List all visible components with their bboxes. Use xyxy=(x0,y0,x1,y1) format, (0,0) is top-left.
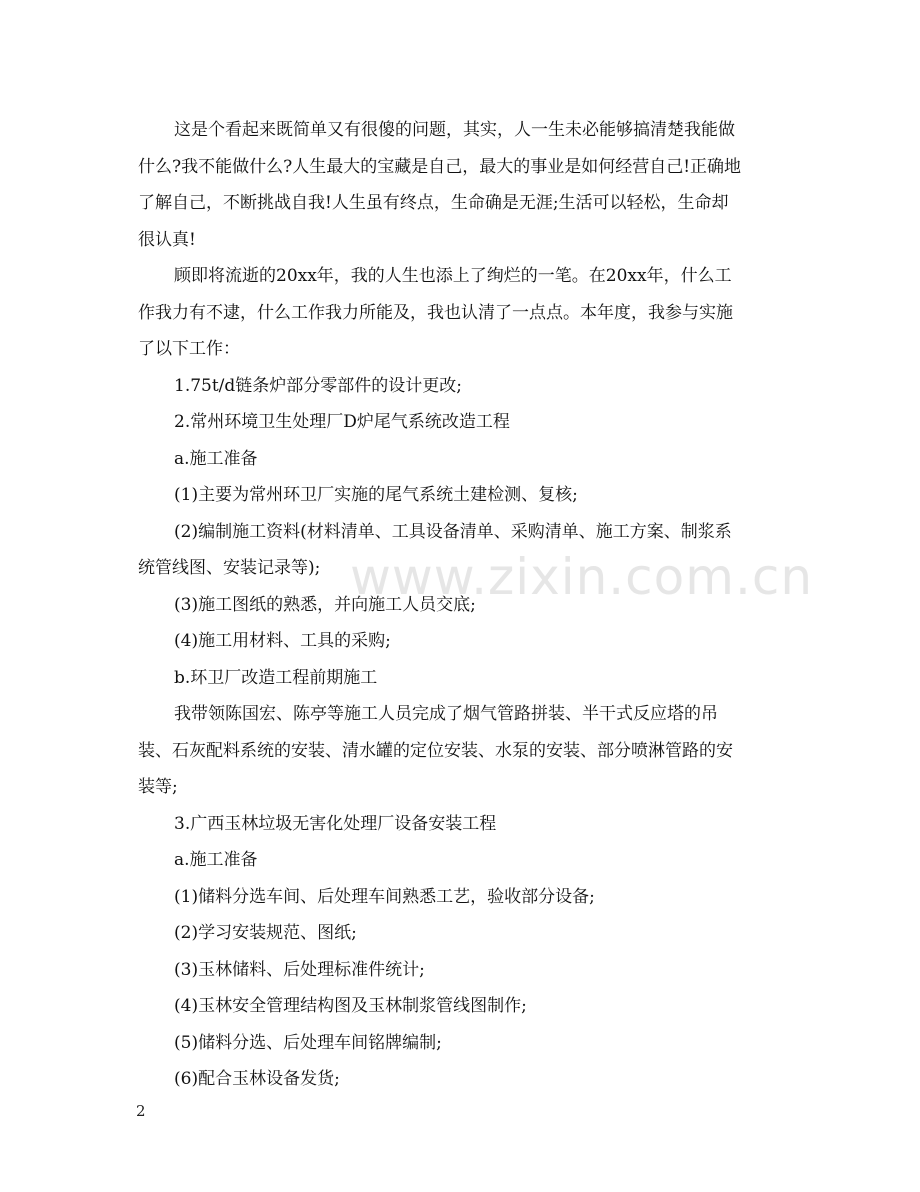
text-line: a.施工准备 xyxy=(174,448,258,469)
page-number: 2 xyxy=(136,1102,146,1120)
text-line: 顾即将流逝的20xx年，我的人生也添上了绚烂的一笔。在20xx年，什么工 xyxy=(174,266,732,286)
document-body xyxy=(138,112,778,1098)
text-line: 装等; xyxy=(138,777,178,797)
text-line: 了以下工作： xyxy=(138,339,240,359)
text-line: (1)储料分选车间、后处理车间熟悉工艺，验收部分设备; xyxy=(174,886,595,907)
watermark: www.zixin.com.cn xyxy=(350,548,814,606)
text-line: (2)编制施工资料(材料清单、工具设备清单、采购清单、施工方案、制浆系 xyxy=(174,521,732,542)
text-line: (2)学习安装规范、图纸; xyxy=(174,923,357,943)
text-line: 装、石灰配料系统的安装、清水罐的定位安装、水泵的安装、部分喷淋管路的安 xyxy=(138,740,733,761)
text-line: (4)玉林安全管理结构图及玉林制浆管线图制作; xyxy=(174,996,527,1016)
text-line: 我带领陈国宏、陈亭等施工人员完成了烟气管路拼装、半干式反应塔的吊 xyxy=(174,704,718,724)
text-line: 这是个看起来既简单又有很傻的问题，其实，人一生未必能够搞清楚我能做 xyxy=(174,120,735,140)
text-line: (3)施工图纸的熟悉，并向施工人员交底; xyxy=(174,594,476,615)
text-line: (1)主要为常州环卫厂实施的尾气系统土建检测、复核; xyxy=(174,485,578,505)
text-line: 什么?我不能做什么?人生最大的宝藏是自己，最大的事业是如何经营自己!正确地 xyxy=(138,156,742,177)
text-line: 1.75t/d链条炉部分零部件的设计更改; xyxy=(174,375,463,396)
text-line: 作我力有不逮，什么工作我力所能及，我也认清了一点点。本年度，我参与实施 xyxy=(138,302,733,323)
text-line: (4)施工用材料、工具的采购; xyxy=(174,631,391,651)
text-line: 统管线图、安装记录等); xyxy=(138,558,321,578)
text-line: 了解自己，不断挑战自我!人生虽有终点，生命确是无涯;生活可以轻松，生命却 xyxy=(138,193,729,213)
text-line: (3)玉林储料、后处理标准件统计; xyxy=(174,959,425,980)
text-line: 2.常州环境卫生处理厂D炉尾气系统改造工程 xyxy=(174,412,510,432)
text-line: 3.广西玉林垃圾无害化处理厂设备安装工程 xyxy=(174,813,497,834)
text-line: 很认真! xyxy=(138,229,196,250)
text-line: (5)储料分选、后处理车间铭牌编制; xyxy=(174,1032,442,1053)
text-line: (6)配合玉林设备发货; xyxy=(174,1069,340,1089)
text-line: b.环卫厂改造工程前期施工 xyxy=(174,667,378,688)
text-line: a.施工准备 xyxy=(174,850,258,870)
